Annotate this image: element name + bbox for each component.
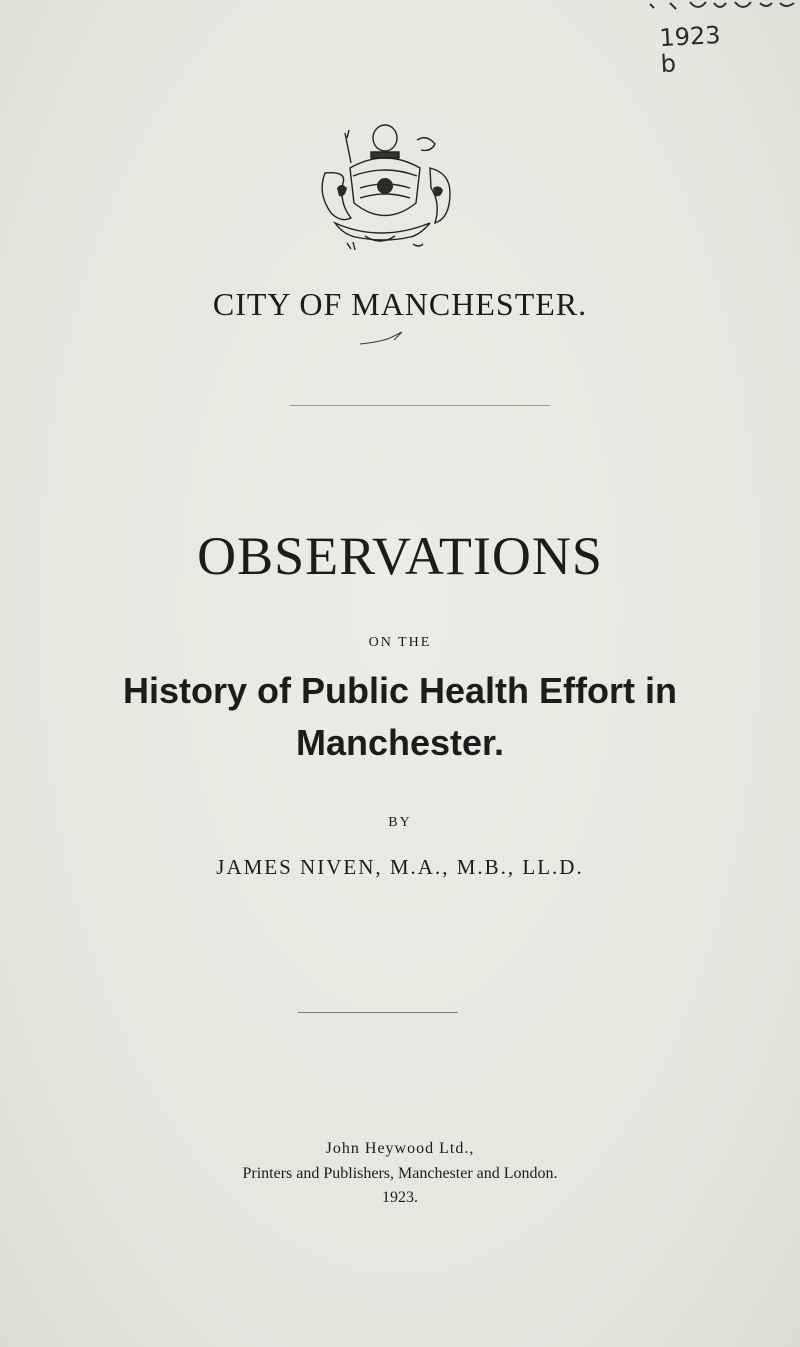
- divider-rule-bottom: [298, 1012, 458, 1013]
- on-the-label: ON THE: [368, 635, 432, 650]
- flourish-mark: [358, 330, 408, 350]
- publication-year: 1923.: [382, 1189, 418, 1206]
- top-edge-marks: [640, 0, 800, 14]
- printers-line: Printers and Publishers, Manchester and London.: [242, 1165, 558, 1182]
- by-label: BY: [388, 815, 412, 830]
- author-name: JAMES NIVEN, M.A., M.B., LL.D.: [216, 855, 584, 879]
- subtitle-line-1: History of Public Health Effort in: [122, 670, 678, 711]
- divider-rule-top: [290, 405, 550, 406]
- coat-of-arms-crest: [305, 118, 460, 258]
- main-title: OBSERVATIONS: [197, 526, 603, 586]
- city-line: CITY OF MANCHESTER.: [212, 286, 588, 322]
- publisher-name: John Heywood Ltd.,: [325, 1140, 475, 1157]
- annotation-letter: b: [660, 49, 677, 79]
- annotation-year: 1923: [658, 20, 722, 53]
- handwritten-annotation: [659, 19, 782, 77]
- subtitle-line-2: Manchester.: [295, 722, 505, 763]
